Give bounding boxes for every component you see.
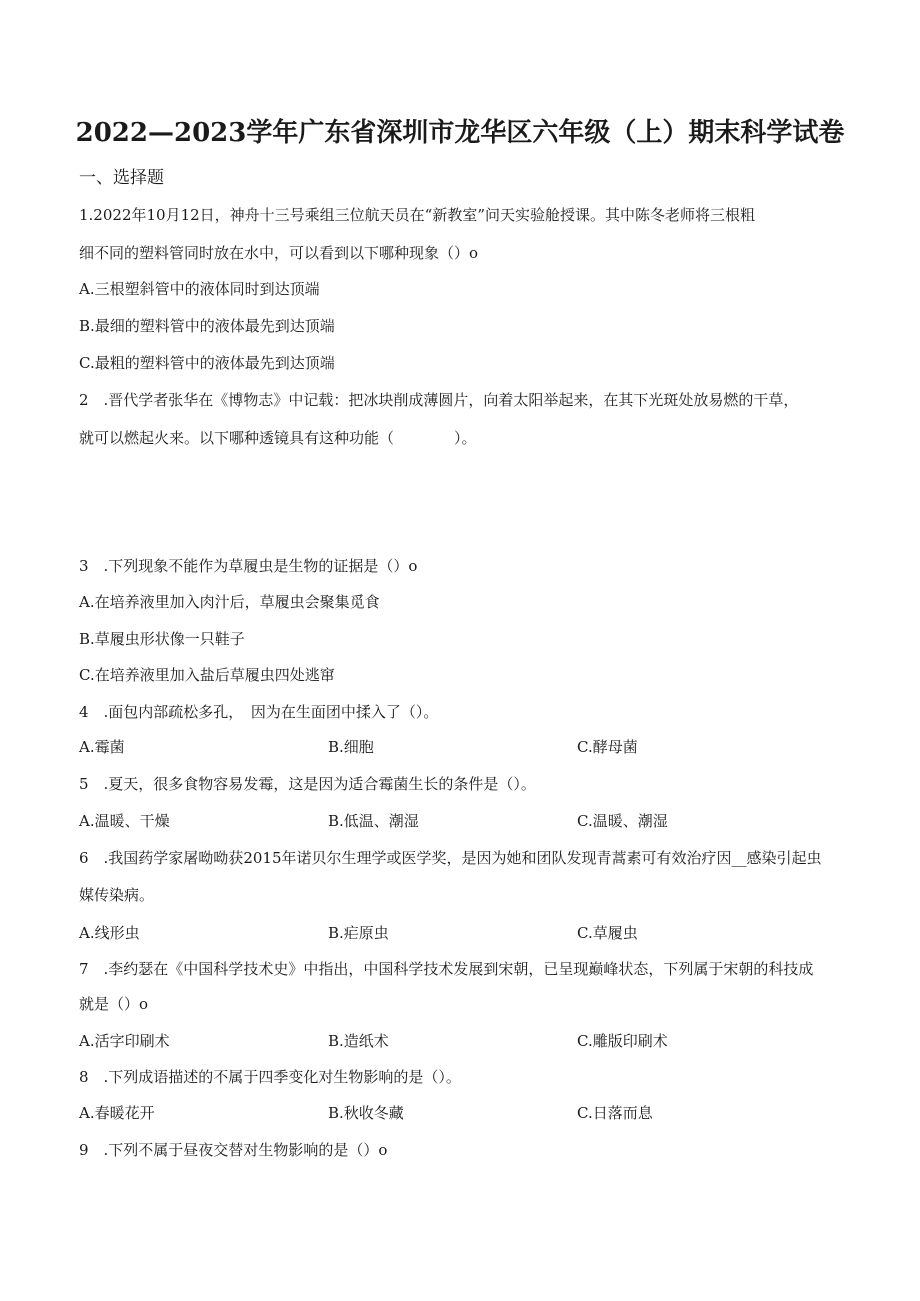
question-7-option-b: B.造纸术 [328,1032,389,1050]
question-5-option-c: C.温暖、潮湿 [577,812,668,830]
question-7-text: 7 .李约瑟在《中国科学技术史》中指出，中国科学技术发展到宋朝，已呈现巅峰状态，下列属于宋朝的科技成 [79,960,814,978]
question-2-text-cont: 就可以燃起火来。以下哪种透镜具有这种功能（ ）。 [79,429,477,447]
question-3-option-a: A.在培养液里加入肉汁后，草履虫会聚集觅食 [79,593,380,611]
question-8-option-a: A.春暖花开 [79,1104,155,1122]
question-6-option-c: C.草履虫 [577,924,638,942]
question-8-option-c: C.日落而息 [577,1104,653,1122]
question-8-text: 8 .下列成语描述的不属于四季变化对生物影响的是（）。 [79,1068,461,1086]
question-5-option-a: A.温暖、干燥 [79,812,170,830]
question-9-text: 9 .下列不属于昼夜交替对生物影响的是（）o [79,1141,388,1159]
question-1-text: 1.2022年10月12日，神舟十三号乘组三位航天员在“新教室”问天实验舱授课。其中陈冬老师将三根粗 [79,206,756,224]
question-7-option-a: A.活字印刷术 [79,1032,170,1050]
question-7-option-c: C.雕版印刷术 [577,1032,668,1050]
question-4-option-b: B.细胞 [328,738,374,756]
question-5-text: 5 .夏天，很多食物容易发霉，这是因为适合霉菌生长的条件是（）。 [79,775,536,793]
question-4-text: 4 .面包内部疏松多孔， 因为在生面团中揉入了（）。 [79,703,439,721]
question-5-option-b: B.低温、潮湿 [328,812,419,830]
question-3-text: 3 .下列现象不能作为草履虫是生物的证据是（）o [79,557,418,575]
question-6-option-a: A.线形虫 [79,924,140,942]
question-8-option-b: B.秋收冬藏 [328,1104,404,1122]
question-1-option-b: B.最细的塑料管中的液体最先到达顶端 [79,317,335,335]
question-1-option-c: C.最粗的塑料管中的液体最先到达顶端 [79,354,335,372]
question-4-option-a: A.霉菌 [79,738,125,756]
question-3-option-c: C.在培养液里加入盐后草履虫四处逃窜 [79,666,335,684]
question-6-option-b: B.疟原虫 [328,924,389,942]
question-6-text: 6 .我国药学家屠呦呦获2015年诺贝尔生理学或医学奖，是因为她和团队发现青蒿素可有效治疗因__感染引起虫 [79,849,822,867]
question-4-option-c: C.酵母菌 [577,738,638,756]
section-heading: 一、选择题 [79,168,164,188]
exam-title: 2022—2023学年广东省深圳市龙华区六年级（上）期末科学试卷 [75,118,845,148]
question-1-text-cont: 细不同的塑料管同时放在水中，可以看到以下哪种现象（）o [79,244,479,262]
question-3-option-b: B.草履虫形状像一只鞋子 [79,630,245,648]
question-2-text: 2 .晋代学者张华在《博物志》中记载：把冰块削成薄圆片，向着太阳举起来，在其下光斑处放易燃的干草， [79,391,799,409]
question-1-option-a: A.三根塑斜管中的液体同时到达顶端 [79,280,320,298]
question-7-text-cont: 就是（）o [79,995,149,1013]
question-6-text-cont: 媒传染病。 [79,886,155,904]
